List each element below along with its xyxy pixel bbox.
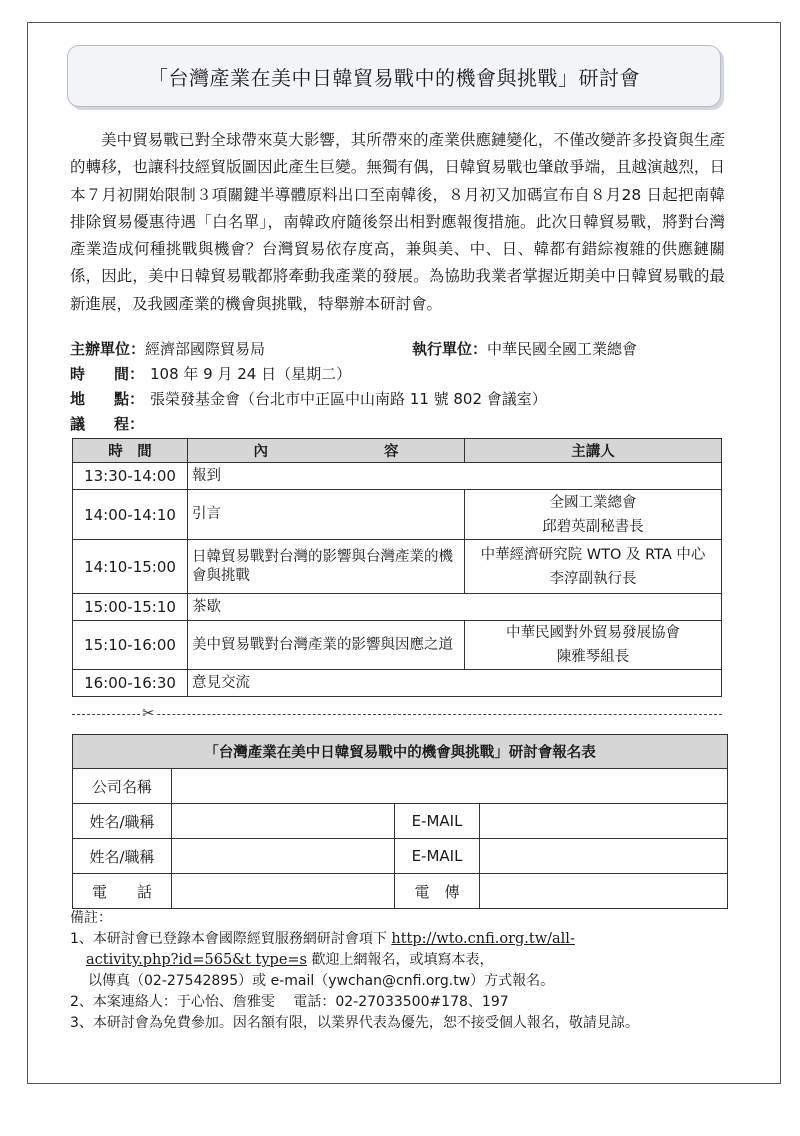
note-1-line-3: 以傳真（02-27542895）或 e-mail（ywchan@cnfi.org.tw）方式報名。	[88, 973, 555, 989]
agenda-speaker	[465, 540, 722, 594]
agenda-content: 美中貿易戰對台灣產業的影響與因應之道	[188, 621, 465, 670]
note-1-text: 1、本研討會已登錄本會國際經貿服務網研討會項下	[70, 931, 387, 947]
agenda-header-content: 內 容	[188, 439, 465, 463]
notes-section	[70, 908, 639, 1034]
agenda-header-row	[73, 439, 722, 463]
company-label: 公司名稱	[73, 769, 172, 804]
agenda-time: 14:00-14:10	[73, 490, 188, 540]
speaker-org: 中華民國對外貿易發展協會	[506, 625, 680, 641]
place-value: 張榮發基金會（台北市中正區中山南路 11 號 802 會議室）	[150, 390, 547, 408]
note-1-line-2	[70, 950, 639, 971]
agenda-time: 14:10-15:00	[73, 540, 188, 594]
time-label: 時 間：	[70, 365, 145, 383]
agenda-time: 16:00-16:30	[73, 670, 188, 697]
organizer-value: 經濟部國際貿易局	[145, 340, 266, 358]
executor-value: 中華民國全國工業總會	[487, 340, 638, 358]
agenda-row	[73, 594, 722, 621]
email-field[interactable]	[480, 804, 728, 839]
place-label: 地 點：	[70, 390, 145, 408]
phone-label: 電 話	[73, 874, 172, 909]
agenda-heading	[70, 413, 150, 435]
registration-form	[72, 734, 728, 909]
registration-link[interactable]: http://wto.cnfi.org.tw/all-	[391, 931, 575, 947]
agenda-label: 議 程：	[70, 415, 145, 433]
fax-field[interactable]	[480, 874, 728, 909]
registration-link-cont[interactable]: activity.php?id=565&t type=s	[86, 952, 307, 968]
agenda-row	[73, 540, 722, 594]
notes-heading: 備註：	[70, 910, 112, 926]
agenda-content: 茶歇	[188, 594, 722, 621]
executor-field	[412, 338, 637, 360]
company-field[interactable]	[172, 769, 728, 804]
scissors-icon: ✂	[142, 706, 155, 722]
note-2: 2、本案連絡人：于心怡、詹雅雯 電話：02-27033500#178、197	[70, 994, 509, 1010]
agenda-row	[73, 621, 722, 670]
intro-paragraph: 美中貿易戰已對全球帶來莫大影響，其所帶來的產業供應鏈變化，不僅改變許多投資與生產的轉移，也讓科技經貿版圖因此產生巨變。無獨有偶，日韓貿易戰也肇啟爭端，且越演越烈，日本７月初開始限制３項關鍵半導體原料出口至南韓後，８月初又加碼宣布自８月28 日起把南韓排除貿易優惠待遇「白名單」，南韓政府隨後祭出相對應報復措施。此次日韓貿易戰，將對台灣產業造成何種挑戰與機會？台灣貿易依存度高，兼與美、中、日、韓都有錯綜複雜的供應鏈關係，因此，美中日韓貿易戰都將牽動我產業的發展。為協助我業者掌握近期美中日韓貿易戰的最新進展，及我國產業的機會與挑戰，特舉辦本研討會。	[70, 131, 725, 313]
name-field[interactable]	[172, 804, 395, 839]
speaker-org: 全國工業總會	[549, 494, 637, 511]
agenda-header-speaker: 主講人	[465, 439, 722, 463]
email-label: E-MAIL	[395, 839, 480, 874]
speaker-name: 陳雅琴組長	[556, 649, 630, 665]
title-banner	[67, 45, 721, 107]
agenda-row	[73, 670, 722, 697]
agenda-row	[73, 463, 722, 490]
agenda-time: 15:10-16:00	[73, 621, 188, 670]
name-label: 姓名/職稱	[73, 804, 172, 839]
place-row	[70, 388, 547, 410]
agenda-content: 報到	[188, 463, 722, 490]
phone-field[interactable]	[172, 874, 395, 909]
agenda-header-time: 時 間	[73, 439, 188, 463]
agenda-speaker	[465, 621, 722, 670]
agenda-content: 引言	[188, 490, 465, 540]
time-value: 108 年 9 月 24 日（星期二）	[150, 365, 352, 383]
agenda-speaker	[465, 490, 722, 540]
note-1	[70, 929, 639, 950]
agenda-table	[72, 438, 722, 697]
speaker-org: 中華經濟研究院 WTO 及 RTA 中心	[480, 546, 706, 563]
dashed-line	[72, 714, 722, 715]
agenda-content: 意見交流	[188, 670, 722, 697]
fax-label: 電 傳	[395, 874, 480, 909]
cut-line	[72, 706, 722, 722]
page-title: 「台灣產業在美中日韓貿易戰中的機會與挑戰」研討會	[148, 65, 640, 90]
time-row	[70, 363, 351, 385]
name-field[interactable]	[172, 839, 395, 874]
note-3: 3、本研討會為免費參加。因名額有限，以業界代表為優先，恕不接受個人報名，敬請見諒。	[70, 1015, 639, 1031]
email-label: E-MAIL	[395, 804, 480, 839]
organizer-label: 主辦單位：	[70, 340, 146, 358]
note-1-suffix: 歡迎上網報名，或填寫本表，	[311, 952, 494, 968]
speaker-name: 邱碧英副秘書長	[542, 518, 644, 535]
executor-label: 執行單位：	[412, 340, 488, 358]
organizer-row	[70, 338, 730, 360]
agenda-time: 15:00-15:10	[73, 594, 188, 621]
registration-title: 「台灣產業在美中日韓貿易戰中的機會與挑戰」研討會報名表	[73, 735, 728, 769]
agenda-content: 日韓貿易戰對台灣的影響與台灣產業的機會與挑戰	[188, 540, 465, 594]
name-label: 姓名/職稱	[73, 839, 172, 874]
agenda-row	[73, 490, 722, 540]
agenda-time: 13:30-14:00	[73, 463, 188, 490]
speaker-name: 李淳副執行長	[549, 570, 637, 587]
email-field[interactable]	[480, 839, 728, 874]
